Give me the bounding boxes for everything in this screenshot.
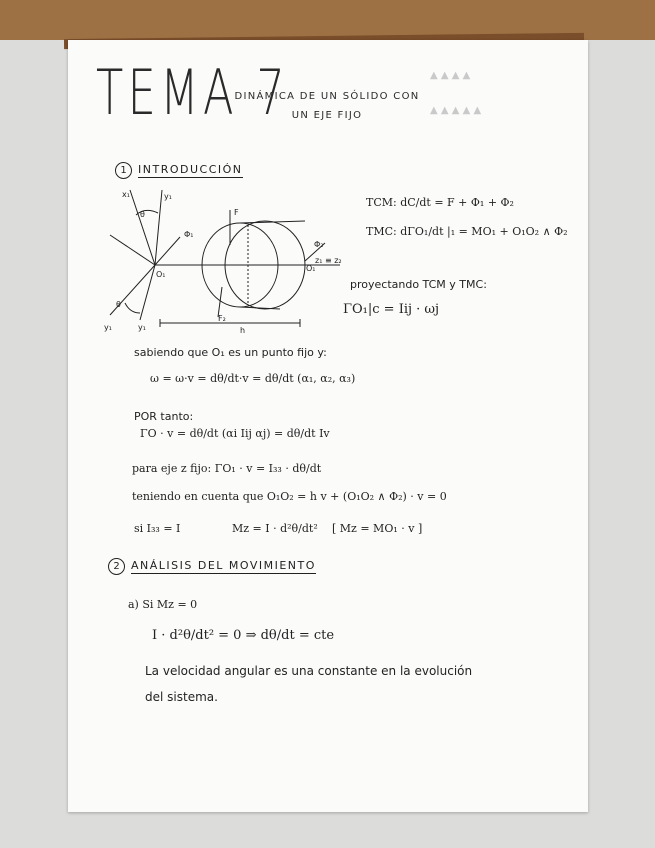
conclusion-line2: del sistema.: [145, 690, 218, 704]
chapter-title-line2: UN EJE FIJO: [291, 110, 363, 121]
gamma-v-equation: ΓO · v = dθ/dt (αi Iij αj) = dθ/dt Iv: [140, 427, 330, 440]
projecting-text: proyectando TCM y TMC:: [350, 278, 487, 291]
label-y1prime: y₁: [138, 323, 146, 332]
axis-x1: [130, 190, 155, 265]
label-phi2: Φ₂: [314, 240, 324, 249]
fixed-axis-equation: para eje z fijo: ΓO₁ · v = I₃₃ · dθ/dt: [132, 462, 322, 475]
conclusion-line1: La velocidad angular es una constante en la evolución: [145, 664, 473, 678]
label-force: F: [234, 208, 239, 217]
case-a-equation: I · d²θ/dt² = 0 ⇒ dθ/dt = cte: [152, 628, 335, 643]
phi1-arrow: [155, 237, 180, 265]
section-title: ANÁLISIS DEL MOVIMIENTO: [131, 559, 316, 572]
rigid-body-diagram: [100, 185, 345, 335]
tcm-equation: TCM: dC/dt = F + Φ₁ + Φ₂: [366, 196, 514, 209]
bleed-through-text: ▲ ▲ ▲ ▲: [430, 70, 471, 81]
section-number: 1: [115, 162, 132, 179]
gamma-equation: ΓO₁|c = Iij · ωj: [343, 302, 440, 317]
label-theta-bottom: θ: [116, 300, 121, 309]
chapter-title: [222, 87, 432, 125]
omega-equation: ω = ω·v = dθ/dt·v = dθ/dt (α₁, α₂, α₃): [150, 372, 356, 385]
chapter-title-line1: DINÁMICA DE UN SÓLIDO CON: [234, 91, 420, 102]
axis-aux: [110, 235, 155, 265]
label-y1-axis: y₁: [164, 192, 172, 201]
section-title: INTRODUCCIÓN: [138, 163, 243, 176]
section-heading-1: [115, 162, 243, 179]
considering-equation: teniendo en cuenta que O₁O₂ = h v + (O₁O₂ ∧ Φ₂) · v = 0: [132, 490, 447, 503]
label-o1b: O₁: [306, 264, 316, 273]
label-theta: θ: [140, 210, 145, 219]
label-f2: F₂: [218, 314, 226, 323]
label-h: h: [240, 326, 246, 335]
axis-vertical: [155, 190, 162, 265]
label-x1: x₁: [122, 190, 130, 199]
label-y1: y₁: [104, 323, 112, 332]
tmc-equation: TMC: dΓO₁/dt |₁ = MO₁ + O₁O₂ ∧ Φ₂: [366, 225, 568, 238]
therefore-text: POR tanto:: [134, 410, 194, 423]
label-o1: O₁: [156, 270, 166, 279]
mz-equation: Mz = I · d²θ/dt²: [232, 522, 318, 535]
label-phi1: Φ₁: [184, 230, 194, 239]
section-heading-2: [108, 558, 316, 575]
bleed-through-text: ▲ ▲ ▲ ▲ ▲: [430, 105, 482, 116]
case-a-text: a) Si Mz = 0: [128, 598, 198, 611]
label-z: z₁ ≡ z₂: [315, 256, 342, 265]
bracket-equation: [ Mz = MO₁ · v ]: [332, 522, 423, 535]
knowing-text: sabiendo que O₁ es un punto fijo y:: [134, 346, 327, 359]
theta-arc-bottom: [125, 303, 140, 313]
section-number: 2: [108, 558, 125, 575]
si-equation: si I₃₃ = I: [134, 522, 181, 535]
chapter-heading: TEMA 7: [96, 56, 290, 129]
